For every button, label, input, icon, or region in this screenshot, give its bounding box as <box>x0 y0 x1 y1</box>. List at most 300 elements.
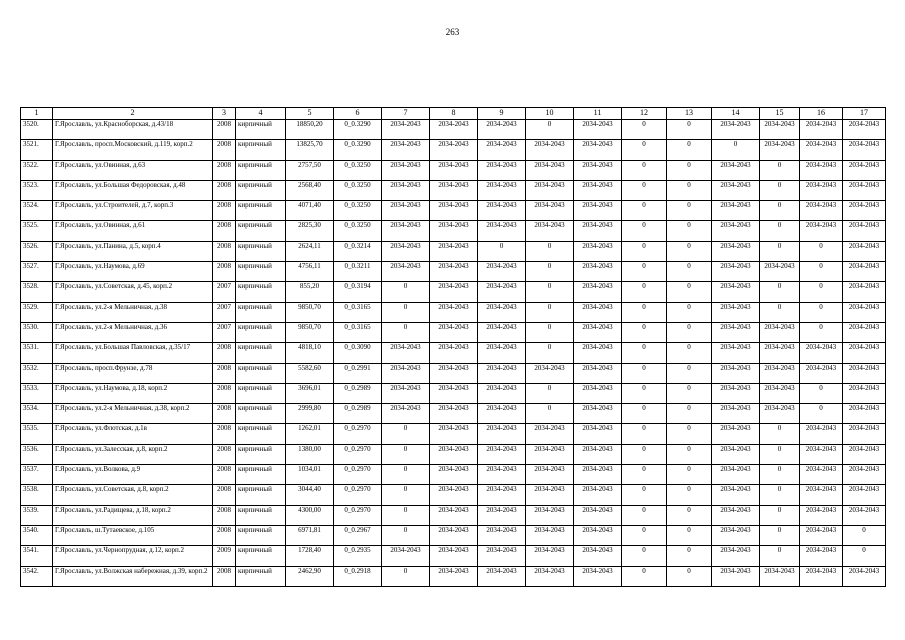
table-cell-col-14: 2034-2043 <box>712 525 760 545</box>
table-cell-col-12: 0 <box>622 140 667 160</box>
table-cell-col-10: 2034-2043 <box>526 221 574 241</box>
table-cell-col-1: 3541. <box>21 546 53 566</box>
table-cell-col-15: 0 <box>760 444 800 464</box>
table-cell-col-10: 2034-2043 <box>526 363 574 383</box>
table-cell-col-1: 3538. <box>21 485 53 505</box>
table-cell-col-4: кирпичный <box>236 343 286 363</box>
table-cell-col-14: 2034-2043 <box>712 465 760 485</box>
table-cell-col-11: 2034-2043 <box>574 120 622 140</box>
table-cell-col-6: 0_0.3194 <box>334 282 382 302</box>
table-cell-col-1: 3520. <box>21 120 53 140</box>
table-cell-col-10: 0 <box>526 302 574 322</box>
table-cell-col-5: 1728,40 <box>286 546 334 566</box>
table-cell-col-4: кирпичный <box>236 546 286 566</box>
table-cell-col-17: 0 <box>843 525 886 545</box>
table-cell-col-10: 2034-2043 <box>526 201 574 221</box>
table-cell-col-13: 0 <box>667 546 712 566</box>
table-cell-col-7: 2034-2043 <box>382 363 430 383</box>
table-cell-col-15: 0 <box>760 241 800 261</box>
table-cell-col-5: 2999,80 <box>286 404 334 424</box>
table-cell-col-2: Г.Ярославль, ул.Чернопрудная, д.12, корп.2 <box>53 546 213 566</box>
table-cell-col-1: 3523. <box>21 180 53 200</box>
table-cell-col-14: 2034-2043 <box>712 221 760 241</box>
table-cell-col-6: 0_0.3250 <box>334 201 382 221</box>
table-cell-col-15: 2034-2043 <box>760 120 800 140</box>
table-cell-col-3: 2008 <box>213 424 236 444</box>
table-cell-col-5: 3696,01 <box>286 383 334 403</box>
table-cell-col-7: 2034-2043 <box>382 383 430 403</box>
table-row <box>21 566 886 586</box>
table-row <box>21 282 886 302</box>
table-cell-col-7: 2034-2043 <box>382 343 430 363</box>
table-cell-col-8: 2034-2043 <box>430 302 478 322</box>
table-cell-col-9: 2034-2043 <box>478 120 526 140</box>
table-cell-col-6: 0_0.3090 <box>334 343 382 363</box>
table-cell-col-13: 0 <box>667 120 712 140</box>
table-cell-col-8: 2034-2043 <box>430 180 478 200</box>
table-cell-col-11: 2034-2043 <box>574 485 622 505</box>
table-cell-col-4: кирпичный <box>236 505 286 525</box>
table-cell-col-9: 2034-2043 <box>478 282 526 302</box>
table-cell-col-1: 3522. <box>21 160 53 180</box>
table-cell-col-17: 2034-2043 <box>843 241 886 261</box>
table-cell-col-4: кирпичный <box>236 262 286 282</box>
table-cell-col-16: 2034-2043 <box>800 201 843 221</box>
column-header-5: 5 <box>286 108 334 120</box>
table-cell-col-12: 0 <box>622 302 667 322</box>
table-cell-col-17: 2034-2043 <box>843 485 886 505</box>
table-cell-col-17: 2034-2043 <box>843 262 886 282</box>
table-cell-col-15: 0 <box>760 180 800 200</box>
table-cell-col-2: Г.Ярославль, ул.Красноборская, д.43/18 <box>53 120 213 140</box>
table-cell-col-8: 2034-2043 <box>430 241 478 261</box>
table-cell-col-7: 2034-2043 <box>382 160 430 180</box>
table-cell-col-14: 2034-2043 <box>712 343 760 363</box>
table-cell-col-11: 2034-2043 <box>574 525 622 545</box>
table-cell-col-9: 2034-2043 <box>478 444 526 464</box>
table-cell-col-13: 0 <box>667 221 712 241</box>
column-header-12: 12 <box>622 108 667 120</box>
table-cell-col-17: 2034-2043 <box>843 424 886 444</box>
table-cell-col-2: Г.Ярославль, ул.Советская, д.8, корп.2 <box>53 485 213 505</box>
column-header-15: 15 <box>760 108 800 120</box>
table-cell-col-3: 2008 <box>213 140 236 160</box>
table-cell-col-5: 855,20 <box>286 282 334 302</box>
table-cell-col-14: 2034-2043 <box>712 241 760 261</box>
table-cell-col-1: 3529. <box>21 302 53 322</box>
table-cell-col-14: 2034-2043 <box>712 485 760 505</box>
table-cell-col-6: 0_0.3290 <box>334 140 382 160</box>
table-cell-col-11: 2034-2043 <box>574 343 622 363</box>
table-cell-col-5: 4818,10 <box>286 343 334 363</box>
table-cell-col-5: 1380,00 <box>286 444 334 464</box>
table-cell-col-12: 0 <box>622 322 667 342</box>
table-cell-col-7: 0 <box>382 322 430 342</box>
table-row <box>21 120 886 140</box>
table-cell-col-17: 2034-2043 <box>843 322 886 342</box>
table-cell-col-1: 3530. <box>21 322 53 342</box>
table-cell-col-12: 0 <box>622 363 667 383</box>
table-cell-col-17: 2034-2043 <box>843 363 886 383</box>
table-cell-col-5: 9850,70 <box>286 302 334 322</box>
table-row <box>21 302 886 322</box>
table-cell-col-16: 0 <box>800 282 843 302</box>
table-cell-col-4: кирпичный <box>236 465 286 485</box>
table-cell-col-12: 0 <box>622 525 667 545</box>
table-cell-col-2: Г.Ярославль, ул.Волкова, д.9 <box>53 465 213 485</box>
table-cell-col-14: 2034-2043 <box>712 424 760 444</box>
table-cell-col-11: 2034-2043 <box>574 180 622 200</box>
table-cell-col-6: 0_0.2918 <box>334 566 382 586</box>
table-cell-col-5: 4300,00 <box>286 505 334 525</box>
table-cell-col-7: 2034-2043 <box>382 262 430 282</box>
table-cell-col-16: 0 <box>800 383 843 403</box>
table-cell-col-5: 2462,90 <box>286 566 334 586</box>
table-row <box>21 525 886 545</box>
table-cell-col-8: 2034-2043 <box>430 485 478 505</box>
table-cell-col-2: Г.Ярославль, ул.Залесская, д.8, корп.2 <box>53 444 213 464</box>
table-cell-col-16: 2034-2043 <box>800 424 843 444</box>
table-cell-col-4: кирпичный <box>236 525 286 545</box>
table-cell-col-2: Г.Ярославль, ул.2-я Мельничная, д.38 <box>53 302 213 322</box>
table-cell-col-16: 0 <box>800 262 843 282</box>
table-cell-col-8: 2034-2043 <box>430 465 478 485</box>
table-cell-col-16: 2034-2043 <box>800 566 843 586</box>
table-cell-col-2: Г.Ярославль, ул.Наумова, д.18, корп.2 <box>53 383 213 403</box>
table-cell-col-17: 2034-2043 <box>843 120 886 140</box>
column-header-1: 1 <box>21 108 53 120</box>
table-cell-col-15: 2034-2043 <box>760 262 800 282</box>
table-cell-col-7: 0 <box>382 566 430 586</box>
table-cell-col-12: 0 <box>622 343 667 363</box>
table-row <box>21 546 886 566</box>
table-cell-col-10: 2034-2043 <box>526 485 574 505</box>
table-cell-col-7: 0 <box>382 302 430 322</box>
table-cell-col-17: 2034-2043 <box>843 465 886 485</box>
table-cell-col-2: Г.Ярославль, ул.Овинная, д.63 <box>53 160 213 180</box>
table-cell-col-8: 2034-2043 <box>430 221 478 241</box>
table-cell-col-9: 2034-2043 <box>478 525 526 545</box>
table-cell-col-17: 2034-2043 <box>843 383 886 403</box>
table-cell-col-12: 0 <box>622 505 667 525</box>
table-cell-col-13: 0 <box>667 424 712 444</box>
table-cell-col-14: 2034-2043 <box>712 160 760 180</box>
table-row <box>21 180 886 200</box>
table-cell-col-16: 2034-2043 <box>800 343 843 363</box>
table-cell-col-11: 2034-2043 <box>574 465 622 485</box>
table-cell-col-10: 2034-2043 <box>526 160 574 180</box>
table-cell-col-10: 2034-2043 <box>526 180 574 200</box>
table-cell-col-13: 0 <box>667 322 712 342</box>
table-cell-col-8: 2034-2043 <box>430 363 478 383</box>
table-cell-col-7: 2034-2043 <box>382 404 430 424</box>
table-cell-col-11: 2034-2043 <box>574 444 622 464</box>
table-cell-col-6: 0_0.2970 <box>334 465 382 485</box>
table-cell-col-2: Г.Ярославль, ул.2-я Мельничная, д.36 <box>53 322 213 342</box>
table-cell-col-6: 0_0.3250 <box>334 160 382 180</box>
table-cell-col-7: 0 <box>382 505 430 525</box>
table-cell-col-15: 0 <box>760 282 800 302</box>
table-cell-col-10: 0 <box>526 404 574 424</box>
table-cell-col-1: 3521. <box>21 140 53 160</box>
table-cell-col-9: 2034-2043 <box>478 302 526 322</box>
table-cell-col-17: 2034-2043 <box>843 201 886 221</box>
table-cell-col-16: 2034-2043 <box>800 363 843 383</box>
table-cell-col-4: кирпичный <box>236 180 286 200</box>
table-cell-col-2: Г.Ярославль, ул.Большая Федоровская, д.48 <box>53 180 213 200</box>
table-cell-col-15: 0 <box>760 546 800 566</box>
table-cell-col-17: 0 <box>843 546 886 566</box>
table-cell-col-13: 0 <box>667 160 712 180</box>
table-cell-col-7: 2034-2043 <box>382 546 430 566</box>
table-cell-col-3: 2007 <box>213 302 236 322</box>
table-cell-col-2: Г.Ярославль, ул.Радищева, д.18, корп.2 <box>53 505 213 525</box>
table-cell-col-3: 2008 <box>213 363 236 383</box>
table-cell-col-15: 0 <box>760 201 800 221</box>
table-cell-col-15: 0 <box>760 302 800 322</box>
table-cell-col-1: 3533. <box>21 383 53 403</box>
table-cell-col-8: 2034-2043 <box>430 262 478 282</box>
column-header-6: 6 <box>334 108 382 120</box>
table-cell-col-7: 2034-2043 <box>382 221 430 241</box>
table-cell-col-9: 0 <box>478 241 526 261</box>
table-cell-col-16: 0 <box>800 404 843 424</box>
table-cell-col-5: 2757,50 <box>286 160 334 180</box>
table-cell-col-9: 2034-2043 <box>478 343 526 363</box>
table-cell-col-17: 2034-2043 <box>843 343 886 363</box>
table-cell-col-8: 2034-2043 <box>430 424 478 444</box>
table-cell-col-16: 0 <box>800 302 843 322</box>
table-cell-col-2: Г.Ярославль, ул.Большая Павловская, д.35/17 <box>53 343 213 363</box>
table-cell-col-15: 0 <box>760 424 800 444</box>
table-cell-col-2: Г.Ярославль, ул.Наумова, д.69 <box>53 262 213 282</box>
table-cell-col-2: Г.Ярославль, просп.Московский, д.119, корп.2 <box>53 140 213 160</box>
table-cell-col-12: 0 <box>622 241 667 261</box>
table-cell-col-15: 0 <box>760 160 800 180</box>
table-cell-col-8: 2034-2043 <box>430 525 478 545</box>
table-cell-col-1: 3537. <box>21 465 53 485</box>
table-cell-col-12: 0 <box>622 282 667 302</box>
table-cell-col-6: 0_0.3250 <box>334 180 382 200</box>
table-cell-col-13: 0 <box>667 566 712 586</box>
table-cell-col-4: кирпичный <box>236 120 286 140</box>
table-row <box>21 363 886 383</box>
table-cell-col-10: 2034-2043 <box>526 505 574 525</box>
column-header-3: 3 <box>213 108 236 120</box>
table-cell-col-15: 2034-2043 <box>760 322 800 342</box>
table-cell-col-4: кирпичный <box>236 444 286 464</box>
table-cell-col-12: 0 <box>622 262 667 282</box>
table-cell-col-14: 2034-2043 <box>712 180 760 200</box>
table-cell-col-4: кирпичный <box>236 241 286 261</box>
table-cell-col-9: 2034-2043 <box>478 201 526 221</box>
table-cell-col-1: 3527. <box>21 262 53 282</box>
table-cell-col-3: 2008 <box>213 241 236 261</box>
table-cell-col-4: кирпичный <box>236 566 286 586</box>
table-cell-col-6: 0_0.3165 <box>334 322 382 342</box>
table-cell-col-8: 2034-2043 <box>430 383 478 403</box>
table-cell-col-9: 2034-2043 <box>478 160 526 180</box>
table-cell-col-7: 0 <box>382 444 430 464</box>
table-cell-col-3: 2007 <box>213 282 236 302</box>
table-cell-col-11: 2034-2043 <box>574 201 622 221</box>
table-cell-col-12: 0 <box>622 383 667 403</box>
table-cell-col-3: 2008 <box>213 383 236 403</box>
table-cell-col-13: 0 <box>667 343 712 363</box>
table-cell-col-12: 0 <box>622 444 667 464</box>
table-cell-col-15: 2034-2043 <box>760 383 800 403</box>
table-cell-col-13: 0 <box>667 485 712 505</box>
table-row <box>21 241 886 261</box>
table-cell-col-3: 2008 <box>213 465 236 485</box>
table-cell-col-16: 2034-2043 <box>800 485 843 505</box>
table-cell-col-6: 0_0.3211 <box>334 262 382 282</box>
table-cell-col-12: 0 <box>622 180 667 200</box>
column-header-11: 11 <box>574 108 622 120</box>
table-cell-col-7: 0 <box>382 525 430 545</box>
table-cell-col-13: 0 <box>667 404 712 424</box>
table-cell-col-11: 2034-2043 <box>574 262 622 282</box>
table-cell-col-16: 2034-2043 <box>800 120 843 140</box>
table-cell-col-15: 0 <box>760 465 800 485</box>
table-cell-col-16: 2034-2043 <box>800 140 843 160</box>
table-cell-col-3: 2008 <box>213 444 236 464</box>
table-cell-col-12: 0 <box>622 424 667 444</box>
column-header-10: 10 <box>526 108 574 120</box>
table-cell-col-12: 0 <box>622 221 667 241</box>
table-cell-col-2: Г.Ярославль, ул.Советская, д.45, корп.2 <box>53 282 213 302</box>
table-cell-col-11: 2034-2043 <box>574 566 622 586</box>
table-cell-col-7: 2034-2043 <box>382 180 430 200</box>
column-header-4: 4 <box>236 108 286 120</box>
table-cell-col-3: 2008 <box>213 525 236 545</box>
table-cell-col-10: 0 <box>526 120 574 140</box>
table-cell-col-1: 3526. <box>21 241 53 261</box>
table-cell-col-8: 2034-2043 <box>430 140 478 160</box>
table-cell-col-3: 2008 <box>213 160 236 180</box>
table-cell-col-15: 2034-2043 <box>760 363 800 383</box>
table-cell-col-14: 2034-2043 <box>712 201 760 221</box>
table-cell-col-5: 4071,40 <box>286 201 334 221</box>
table-cell-col-4: кирпичный <box>236 201 286 221</box>
table-cell-col-5: 18850,20 <box>286 120 334 140</box>
table-cell-col-13: 0 <box>667 444 712 464</box>
table-cell-col-9: 2034-2043 <box>478 424 526 444</box>
table-cell-col-1: 3525. <box>21 221 53 241</box>
table-cell-col-10: 2034-2043 <box>526 424 574 444</box>
table-cell-col-15: 0 <box>760 485 800 505</box>
table-cell-col-11: 2034-2043 <box>574 505 622 525</box>
table-cell-col-1: 3536. <box>21 444 53 464</box>
table-cell-col-9: 2034-2043 <box>478 465 526 485</box>
table-cell-col-5: 6971,81 <box>286 525 334 545</box>
table-cell-col-5: 2568,40 <box>286 180 334 200</box>
table-cell-col-12: 0 <box>622 566 667 586</box>
table-cell-col-17: 2034-2043 <box>843 140 886 160</box>
table-cell-col-17: 2034-2043 <box>843 180 886 200</box>
table-cell-col-8: 2034-2043 <box>430 201 478 221</box>
table-cell-col-4: кирпичный <box>236 221 286 241</box>
table-cell-col-13: 0 <box>667 140 712 160</box>
table-cell-col-11: 2034-2043 <box>574 322 622 342</box>
table-cell-col-11: 2034-2043 <box>574 302 622 322</box>
table-cell-col-1: 3532. <box>21 363 53 383</box>
table-cell-col-15: 2034-2043 <box>760 140 800 160</box>
table-cell-col-10: 2034-2043 <box>526 546 574 566</box>
table-cell-col-8: 2034-2043 <box>430 566 478 586</box>
table-cell-col-6: 0_0.2970 <box>334 505 382 525</box>
table-cell-col-3: 2008 <box>213 505 236 525</box>
table-row <box>21 262 886 282</box>
column-header-2: 2 <box>53 108 213 120</box>
table-row <box>21 322 886 342</box>
column-header-7: 7 <box>382 108 430 120</box>
table-cell-col-10: 2034-2043 <box>526 444 574 464</box>
table-cell-col-5: 2624,11 <box>286 241 334 261</box>
table-cell-col-5: 13825,70 <box>286 140 334 160</box>
table-cell-col-15: 2034-2043 <box>760 343 800 363</box>
table-cell-col-10: 2034-2043 <box>526 525 574 545</box>
table-cell-col-16: 2034-2043 <box>800 444 843 464</box>
table-cell-col-1: 3540. <box>21 525 53 545</box>
table-cell-col-10: 2034-2043 <box>526 566 574 586</box>
table-cell-col-5: 5582,60 <box>286 363 334 383</box>
table-cell-col-11: 2034-2043 <box>574 241 622 261</box>
table-cell-col-9: 2034-2043 <box>478 140 526 160</box>
table-cell-col-11: 2034-2043 <box>574 363 622 383</box>
table-row <box>21 201 886 221</box>
table-row <box>21 221 886 241</box>
table-cell-col-15: 0 <box>760 221 800 241</box>
table-cell-col-5: 2825,30 <box>286 221 334 241</box>
table-cell-col-8: 2034-2043 <box>430 322 478 342</box>
table-cell-col-9: 2034-2043 <box>478 546 526 566</box>
table-cell-col-7: 0 <box>382 485 430 505</box>
table-cell-col-4: кирпичный <box>236 363 286 383</box>
table-cell-col-8: 2034-2043 <box>430 505 478 525</box>
table-cell-col-16: 2034-2043 <box>800 505 843 525</box>
table-cell-col-12: 0 <box>622 546 667 566</box>
table-cell-col-10: 0 <box>526 282 574 302</box>
table-cell-col-17: 2034-2043 <box>843 160 886 180</box>
table-cell-col-1: 3524. <box>21 201 53 221</box>
table-cell-col-14: 2034-2043 <box>712 383 760 403</box>
table-cell-col-11: 2034-2043 <box>574 546 622 566</box>
table-cell-col-1: 3535. <box>21 424 53 444</box>
table-cell-col-9: 2034-2043 <box>478 485 526 505</box>
table-cell-col-1: 3534. <box>21 404 53 424</box>
table-cell-col-10: 0 <box>526 343 574 363</box>
table-cell-col-16: 2034-2043 <box>800 160 843 180</box>
table-cell-col-5: 3044,40 <box>286 485 334 505</box>
housing-repair-schedule-table <box>20 107 886 587</box>
table-row <box>21 160 886 180</box>
table-cell-col-16: 0 <box>800 322 843 342</box>
table-cell-col-13: 0 <box>667 201 712 221</box>
table-cell-col-8: 2034-2043 <box>430 546 478 566</box>
table-cell-col-11: 2034-2043 <box>574 404 622 424</box>
table-cell-col-9: 2034-2043 <box>478 322 526 342</box>
table-cell-col-7: 0 <box>382 282 430 302</box>
table-cell-col-4: кирпичный <box>236 424 286 444</box>
table-cell-col-12: 0 <box>622 160 667 180</box>
table-cell-col-11: 2034-2043 <box>574 383 622 403</box>
table-cell-col-9: 2034-2043 <box>478 566 526 586</box>
table-cell-col-15: 2034-2043 <box>760 404 800 424</box>
table-cell-col-2: Г.Ярославль, ул.Панина, д.5, корп.4 <box>53 241 213 261</box>
table-cell-col-1: 3539. <box>21 505 53 525</box>
table-cell-col-13: 0 <box>667 465 712 485</box>
